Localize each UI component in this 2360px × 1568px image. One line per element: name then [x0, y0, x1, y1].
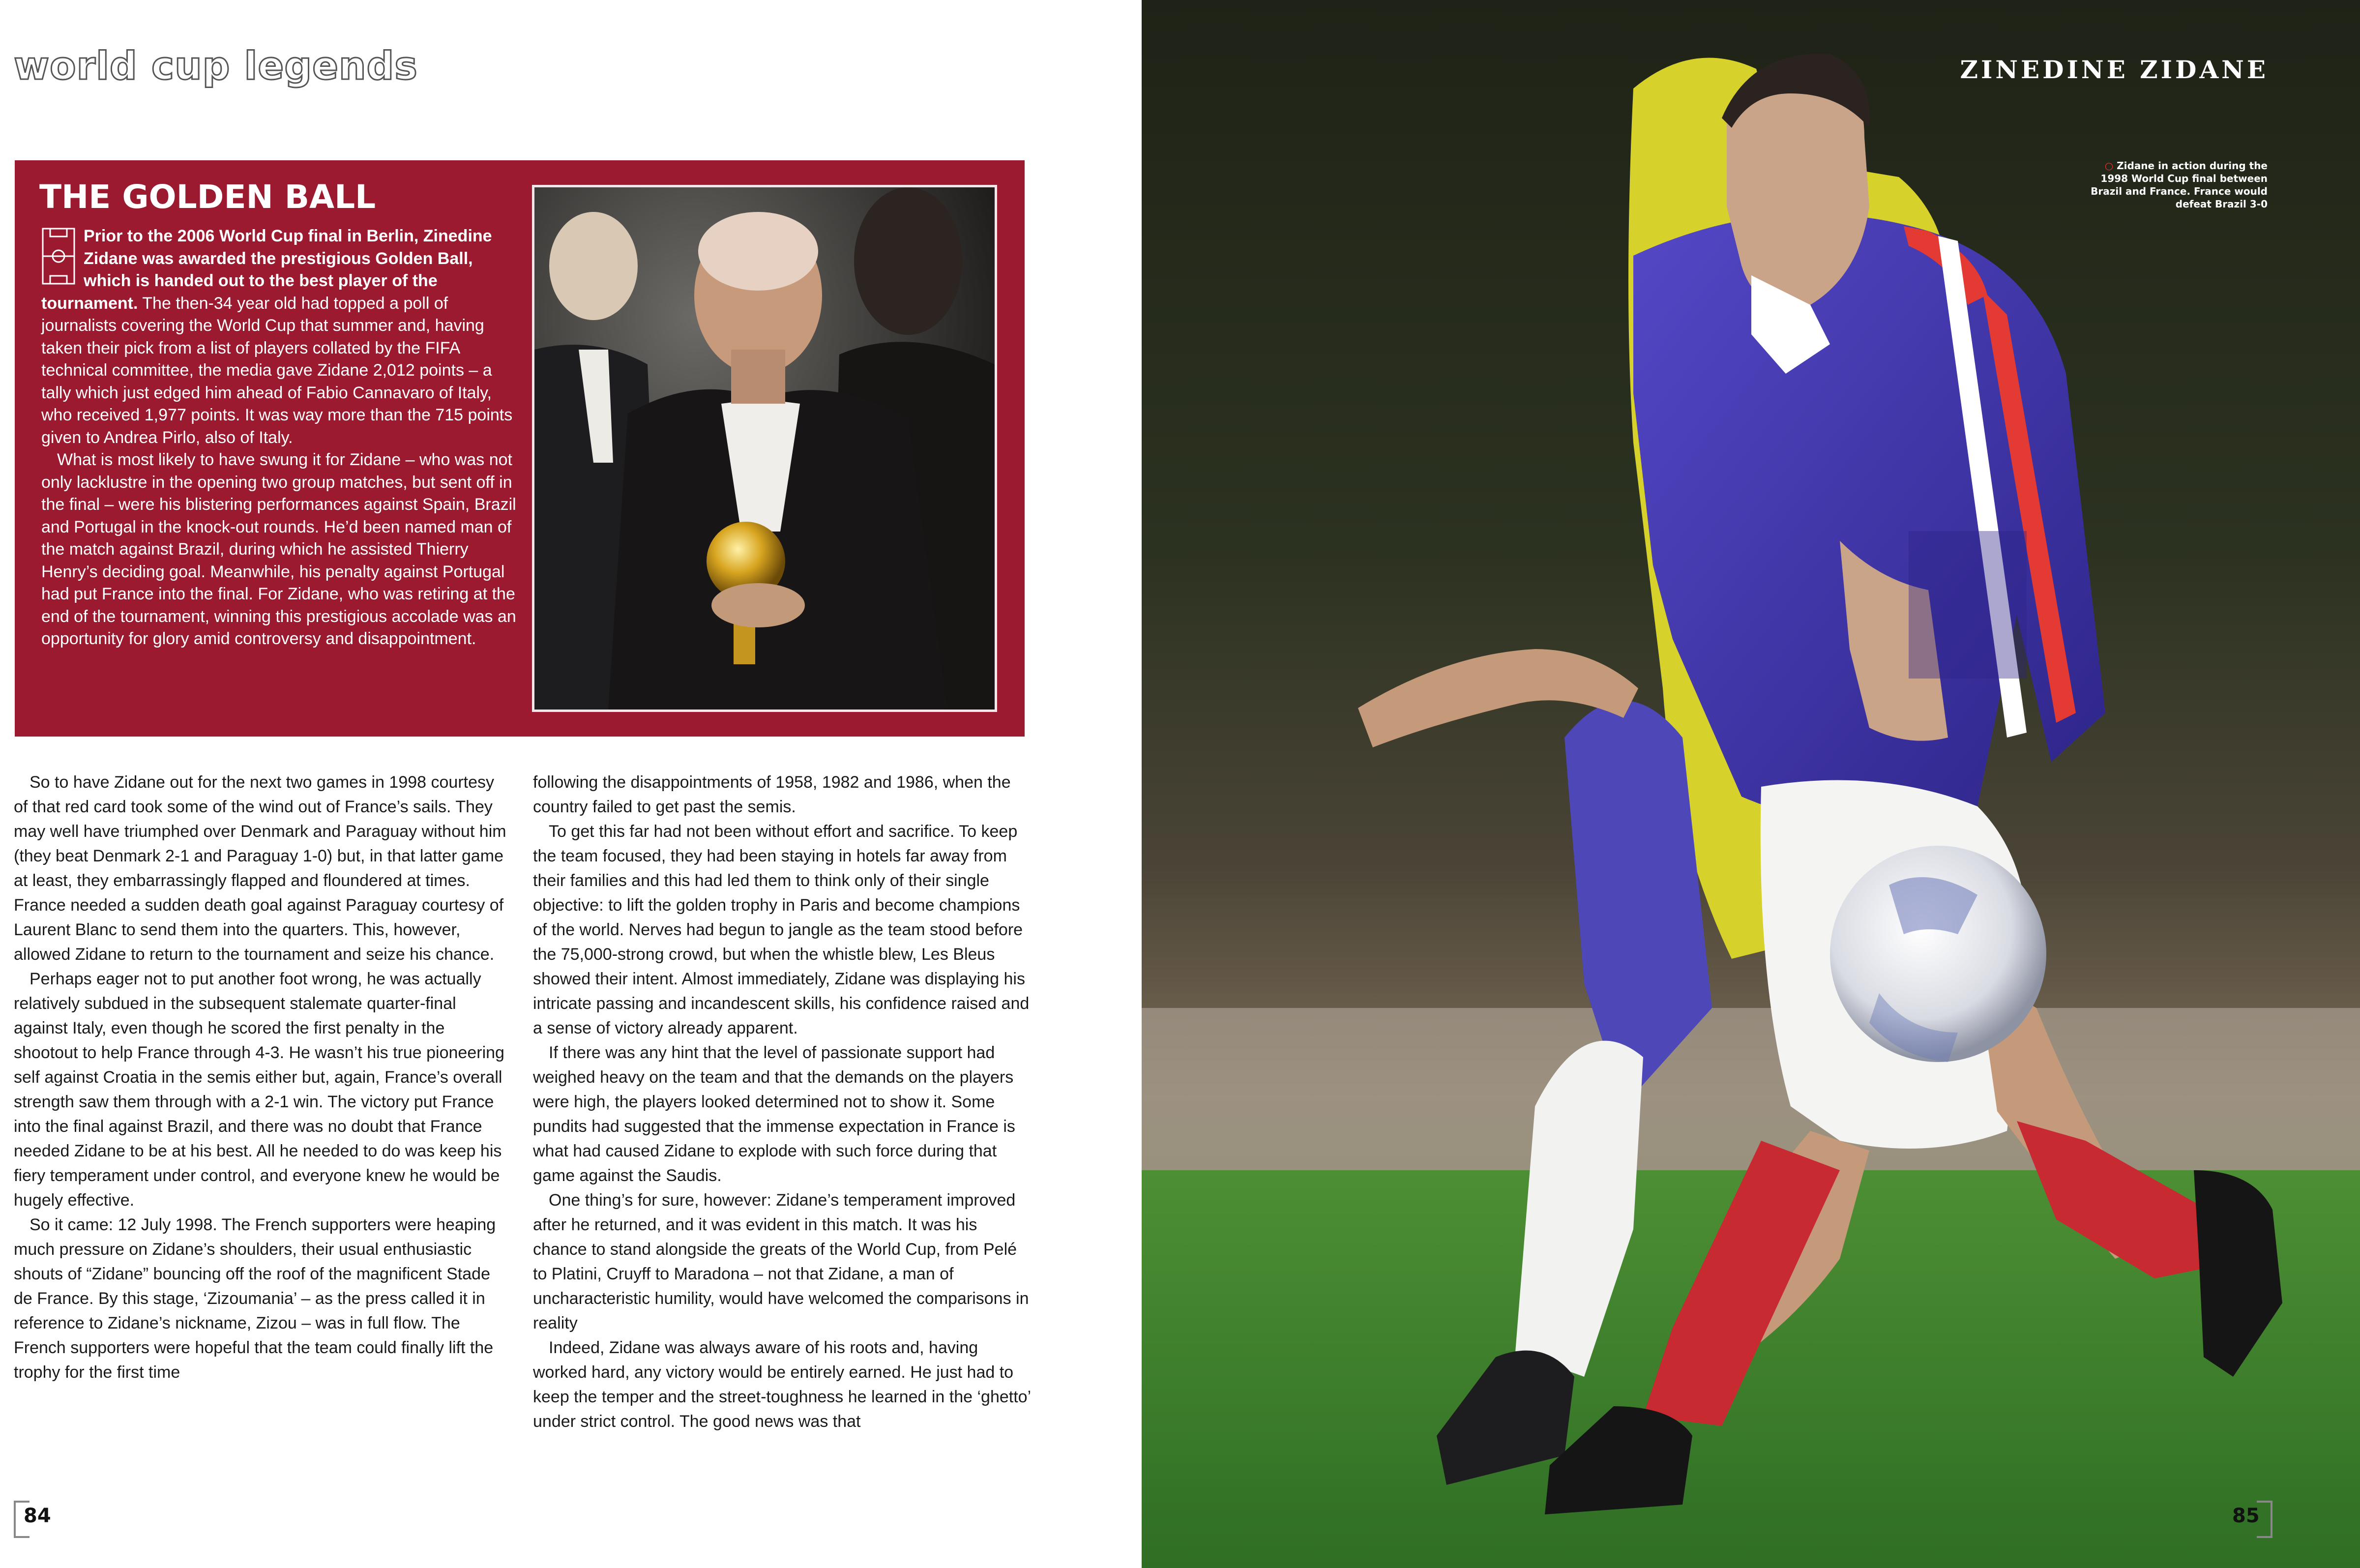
left-page — [0, 0, 1142, 1568]
sidebar-title: THE GOLDEN BALL — [39, 178, 376, 216]
running-head-left: world cup legends — [14, 44, 418, 89]
page-number-left: 84 — [24, 1505, 51, 1527]
caption-bullet-icon: ○ — [2104, 160, 2117, 172]
body-column-2 — [533, 770, 1031, 1434]
sidebar-p1-rest: The then-34 year old had topped a poll of journalists covering the World Cup that summer and, having taken their pick from a list of players collated by the FIFA technical committee, the media gave Zidane 2,012 points – a tally which just edged him ahead of Fabio Cannavaro of Italy, who received 1,977 points. It was way more than the 715 points given to Andrea Pirlo, also of Italy. — [41, 294, 513, 447]
caption-text: Zidane in action during the 1998 World Cup final between Brazil and France. France would defeat Brazil 3-0 — [2091, 160, 2268, 210]
col1-paragraph: So it came: 12 July 1998. The French supporters were heaping much pressure on Zidane’s shoulders, their usual enthusiastic shouts of “Zidane” bouncing off the roof of the magnificent Stade de France. By this stage, ‘Zizoumania’ – as the press called it in reference to Zidane’s nickname, Zizou – was in full flow. The French supporters were hopeful that the team could finally lift the trophy for the first time — [14, 1215, 496, 1382]
sidebar-paragraph-2: What is most likely to have swung it for Zidane – who was not only lacklustre in the opening two group matches, but sent off in the final – were his blistering performances against Spain, Brazil and Portugal in the knock-out rounds. He’d been named man of the match against Brazil, during which he assisted Thierry Henry’s deciding goal. Meanwhile, his penalty against Portugal had put France into the final. For Zidane, who was retiring at the end of the tournament, winning this prestigious accolade was an opportunity for glory amid controversy and disappointment. — [41, 450, 516, 648]
col1-paragraph: Perhaps eager not to put another foot wrong, he was actually relatively subdued in the subsequent stalemate quarter-final against Italy, even though he scored the first penalty in the shootout to help France through 4-3. He wasn’t his true pioneering self against Croatia in the semis either but, again, France’s overall strength saw them through with a 2-1 win. The victory put France into the final against Brazil, and there was no doubt that France needed Zidane to be at his best. All he needed to do was keep his fiery temperament under control, and everyone knew he would be hugely effective. — [14, 970, 504, 1210]
body-column-1 — [14, 770, 511, 1385]
photo-caption — [2091, 159, 2268, 210]
col2-paragraph: One thing’s for sure, however: Zidane’s temperament improved after he returned, and it was evident in this match. It was his chance to stand alongside the greats of the World Cup, from Pelé to Platini, Cruyff to Maradona – not that Zidane, a man of uncharacteristic humility, would have welcomed the comparisons in reality — [533, 1191, 1029, 1332]
pitch-icon — [41, 227, 76, 285]
col2-paragraph: If there was any hint that the level of passionate support had weighed heavy on the team and that the demands on the players were high, the players looked determined not to show it. Some pundits had suggested that the immense expectation in France is what had caused Zidane to explode with such force during that game against the Saudis. — [533, 1043, 1015, 1185]
sidebar-lead: Prior to the 2006 World Cup final in Berlin, Zinedine Zidane was awarded the prestigious Golden Ball, which is handed out to the best player of the tournament. — [41, 227, 492, 313]
col2-paragraph: To get this far had not been without effort and sacrifice. To keep the team focused, they had been staying in hotels far away from their families and this had led them to think only of their single objective: to lift the golden trophy in Paris and become champions of the world. Nerves had begun to jangle as the team stood before the 75,000-strong crowd, but when the whistle blew, Les Bleus showed their intent. Almost immediately, Zidane was displaying his intricate passing and incandescent skills, his confidence raised and a sense of victory already apparent. — [533, 822, 1030, 1037]
golden-ball-photo — [532, 185, 997, 712]
right-page — [1142, 0, 2360, 1568]
col1-paragraph: So to have Zidane out for the next two games in 1998 courtesy of that red card took some of the wind out of France’s sails. They may well have triumphed over Denmark and Paraguay without him (they beat Denmark 2-1 and Paraguay 1-0) but, in that latter game at least, they embarrassingly flapped and floundered at times. France needed a sudden death goal against Paraguay courtesy of Laurent Blanc to send them into the quarters. This, however, allowed Zidane to return to the tournament and seize his chance. — [14, 773, 506, 964]
zidane-action-photo — [1142, 0, 2360, 1568]
sidebar-paragraph-1 — [41, 225, 516, 449]
page-number-right: 85 — [2232, 1505, 2260, 1527]
col2-paragraph: Indeed, Zidane was always aware of his roots and, having worked hard, any victory would be entirely earned. He just had to keep the temper and the street-toughness he learned in the ‘ghetto’ under strict control. The good news was that — [533, 1338, 1031, 1431]
golden-ball-sidebar — [15, 160, 1025, 737]
running-head-right: ZINEDINE ZIDANE — [1960, 55, 2269, 84]
col2-paragraph: following the disappointments of 1958, 1982 and 1986, when the country failed to get past the semis. — [533, 773, 1011, 816]
sidebar-text — [41, 225, 516, 651]
